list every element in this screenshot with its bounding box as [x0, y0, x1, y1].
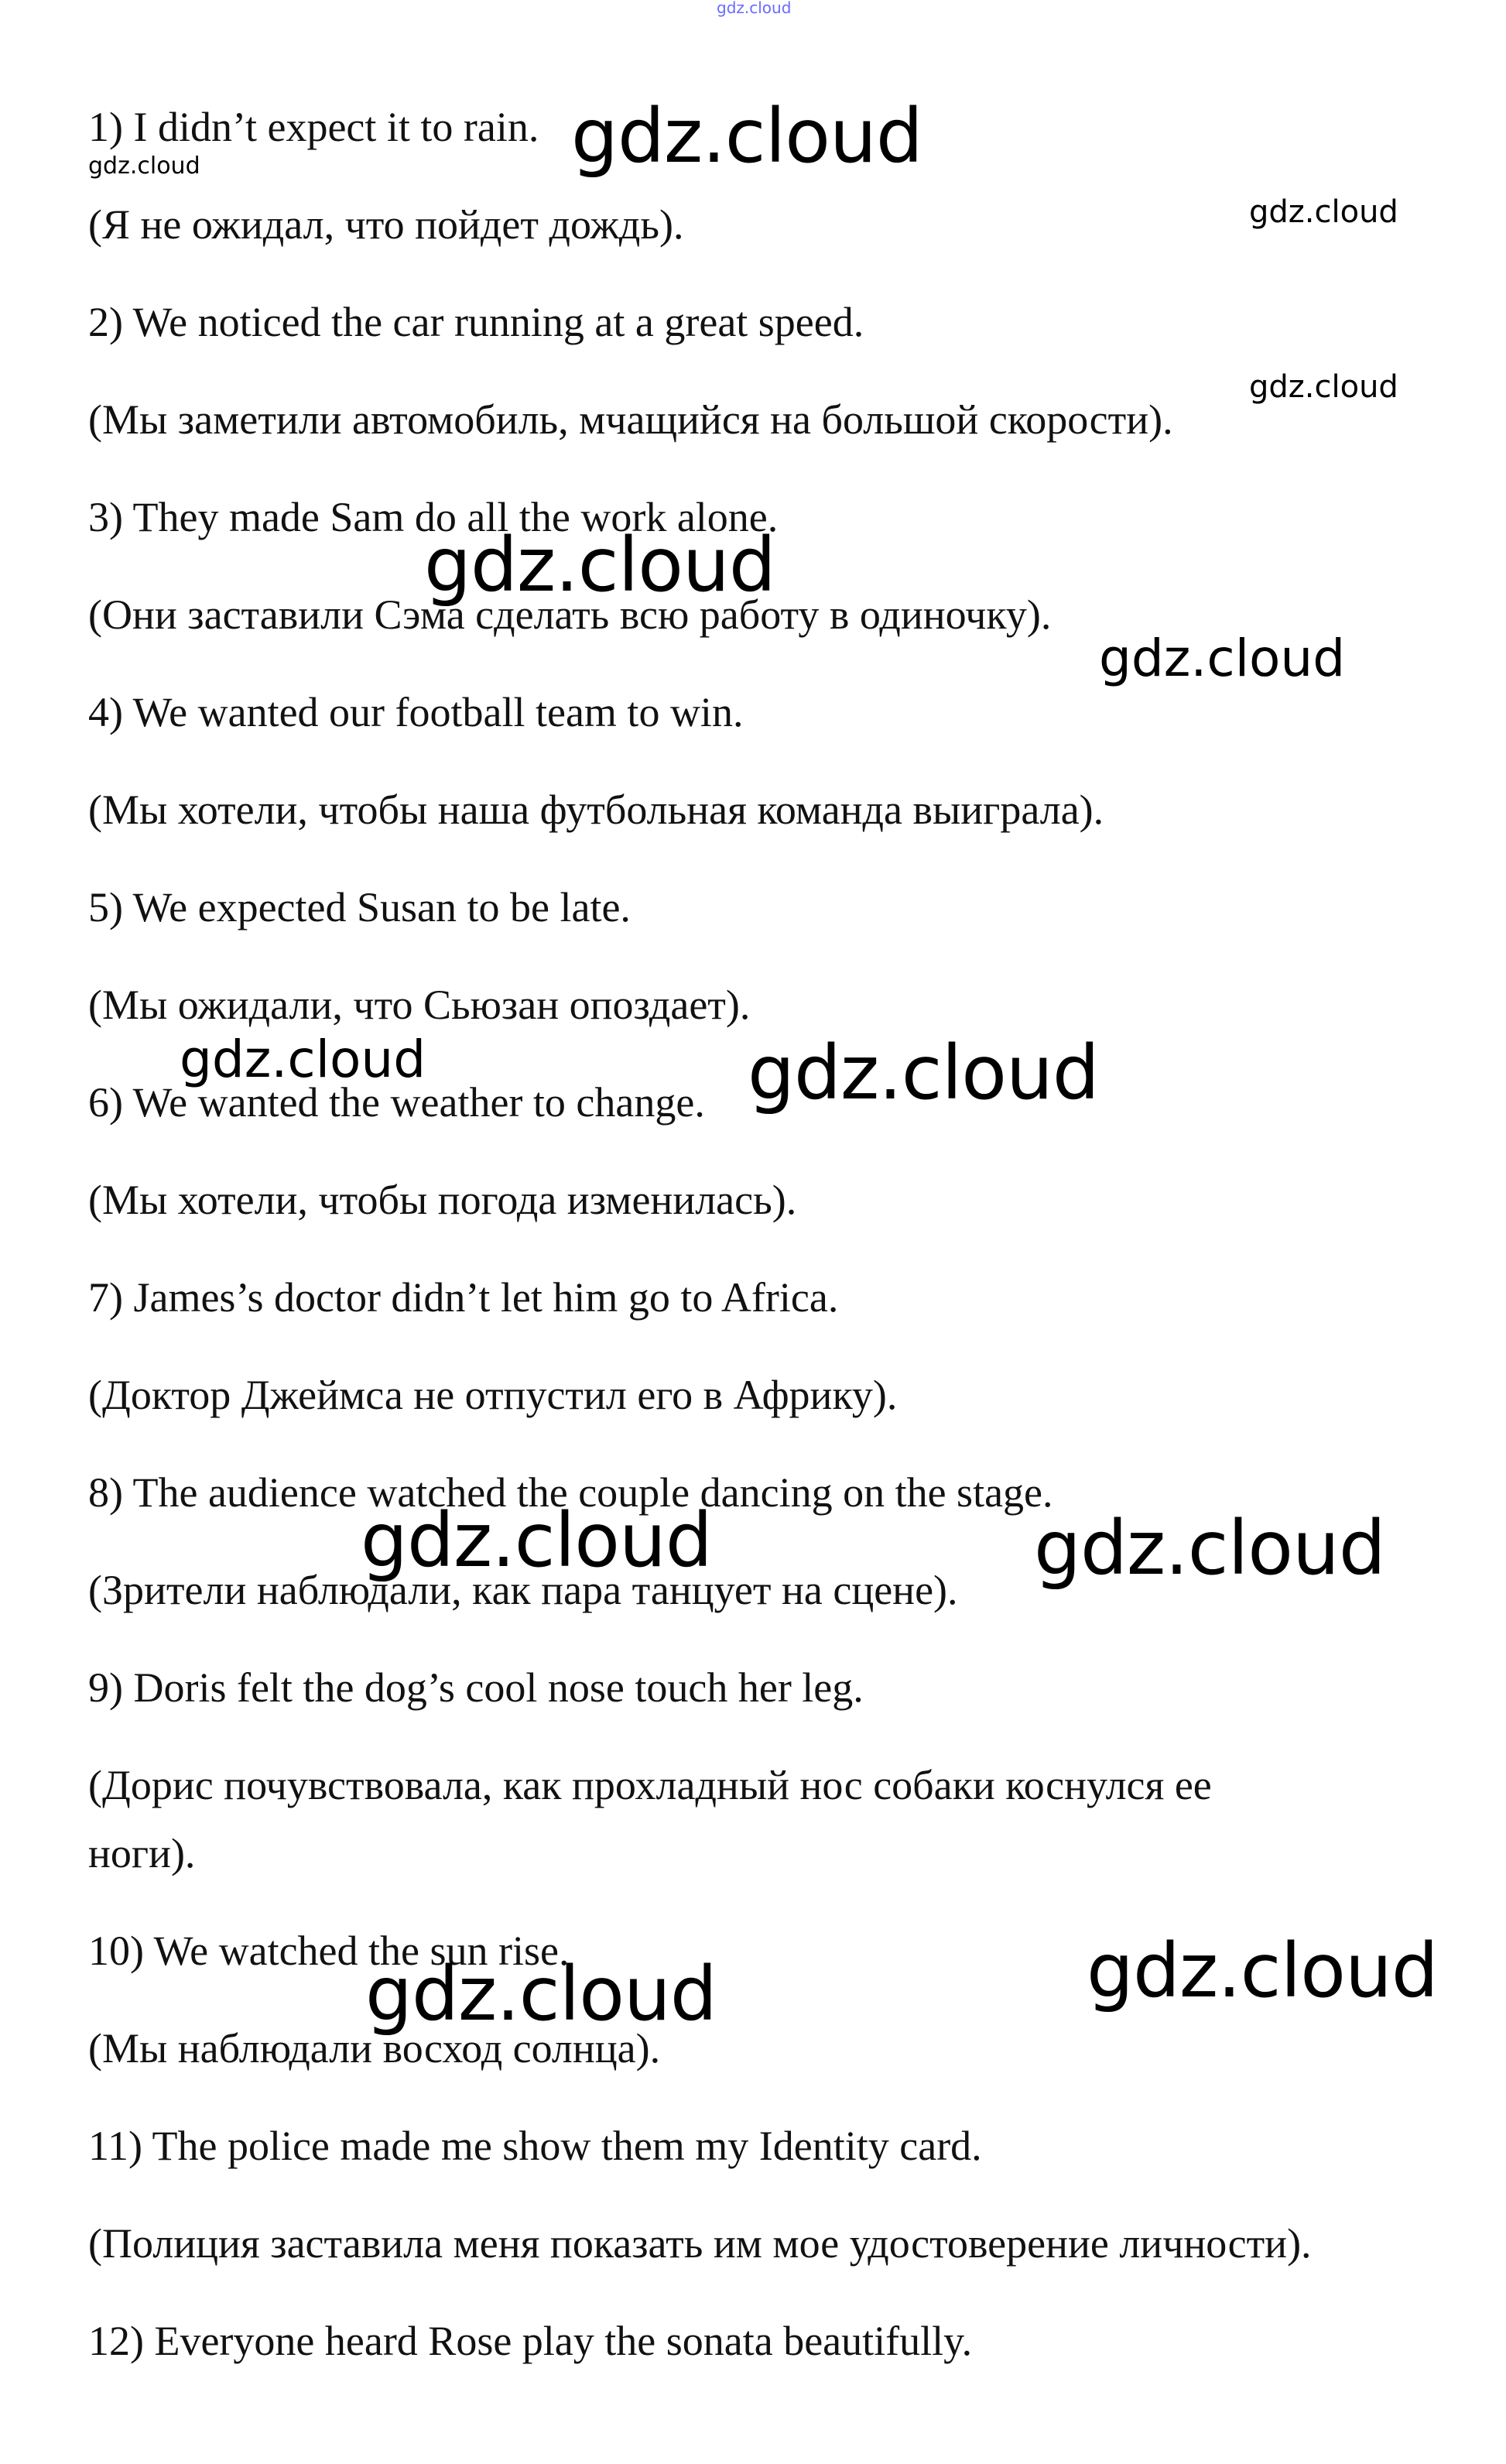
translation-8: (Зрители наблюдали, как пара танцует на сцене). [88, 1567, 958, 1613]
watermark-9: gdz.cloud [361, 1497, 712, 1584]
translation-9: (Дорис почувствовала, как прохладный нос собаки коснулся ее [88, 1762, 1212, 1808]
watermark-8: gdz.cloud [748, 1030, 1099, 1116]
watermark-3: gdz.cloud [1249, 194, 1398, 230]
translation-6: (Мы хотели, чтобы погода изменилась). [88, 1177, 797, 1223]
sentence-7: 7) James’s doctor didn’t let him go to Africa. [88, 1274, 839, 1321]
sentence-4: 4) We wanted our football team to win. [88, 689, 744, 735]
watermark-11: gdz.cloud [365, 1951, 717, 2037]
watermark-6: gdz.cloud [1099, 629, 1346, 688]
translation-7: (Доктор Джеймса не отпустил его в Африку). [88, 1372, 898, 1418]
translation-4: (Мы хотели, чтобы наша футбольная команда выиграла). [88, 786, 1104, 833]
sentence-9: 9) Doris felt the dog’s cool nose touch her leg. [88, 1664, 864, 1711]
sentence-6: 6) We wanted the weather to change. [88, 1079, 705, 1126]
watermark-1: gdz.cloud [571, 93, 922, 180]
sentence-11: 11) The police made me show them my Identity card. [88, 2123, 982, 2169]
watermark-top: gdz.cloud [717, 0, 792, 17]
translation-11: (Полиция заставила меня показать им мое удостоверение личности). [88, 2220, 1312, 2267]
sentence-2: 2) We noticed the car running at a great speed. [88, 299, 864, 345]
watermark-7: gdz.cloud [180, 1030, 426, 1089]
sentence-10: 10) We watched the sun rise. [88, 1928, 570, 1974]
watermark-5: gdz.cloud [424, 522, 775, 608]
watermark-10: gdz.cloud [1034, 1505, 1385, 1592]
watermark-2: gdz.cloud [88, 153, 200, 180]
translation-9-continued: ноги). [88, 1830, 196, 1876]
translation-5: (Мы ожидали, что Сьюзан опоздает). [88, 982, 751, 1028]
sentence-1: 1) I didn’t expect it to rain. [88, 104, 539, 150]
watermark-4: gdz.cloud [1249, 369, 1398, 405]
sentence-12: 12) Everyone heard Rose play the sonata beautifully. [88, 2318, 973, 2364]
sentence-8: 8) The audience watched the couple dancing on the stage. [88, 1469, 1053, 1516]
sentence-3: 3) They made Sam do all the work alone. [88, 494, 779, 540]
sentence-5: 5) We expected Susan to be late. [88, 884, 631, 930]
translation-3: (Они заставили Сэма сделать всю работу в одиночку). [88, 591, 1052, 638]
translation-2: (Мы заметили автомобиль, мчащийся на большой скорости). [88, 396, 1173, 443]
translation-10: (Мы наблюдали восход солнца). [88, 2025, 661, 2072]
translation-1: (Я не ожидал, что пойдет дождь). [88, 201, 684, 248]
watermark-12: gdz.cloud [1087, 1928, 1438, 2014]
